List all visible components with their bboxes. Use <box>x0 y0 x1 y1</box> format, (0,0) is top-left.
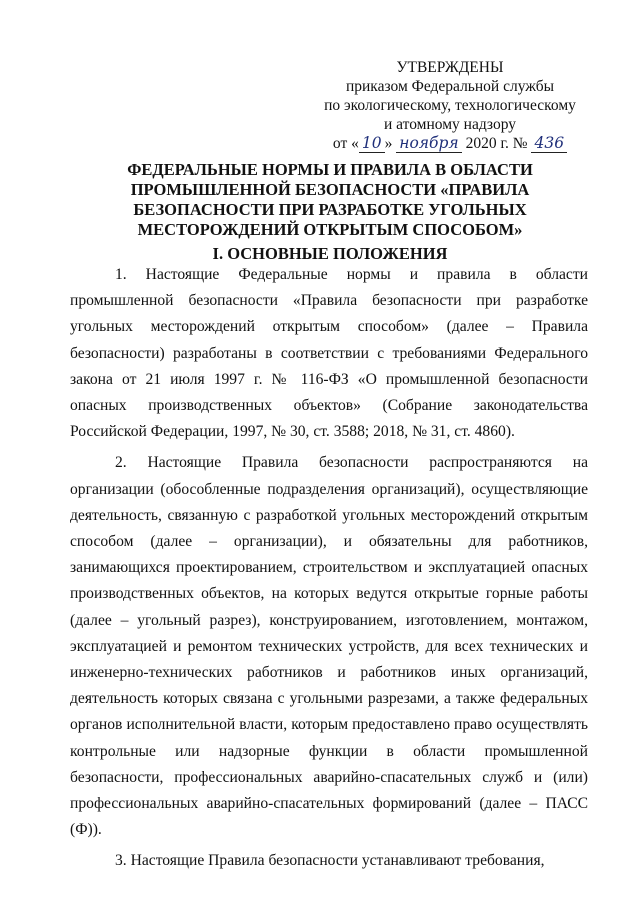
year-text: 2020 г. № <box>465 135 528 152</box>
date-mid: » <box>384 135 393 152</box>
paragraph-3: 3. Настоящие Правила безопасности устанавливают требования, <box>115 852 545 870</box>
document-title: ФЕДЕРАЛЬНЫЕ НОРМЫ И ПРАВИЛА В ОБЛАСТИ ПРОМЫШЛЕННОЙ БЕЗОПАСНОСТИ «ПРАВИЛА БЕЗОПАСНОСТИ ПРИ РАЗРАБОТКЕ УГОЛЬНЫХ МЕСТОРОЖДЕНИЙ ОТКРЫТЫМ СПОСОБОМ» <box>127 160 533 239</box>
approval-date-line <box>300 134 600 153</box>
approval-line-2: по экологическому, технологическому <box>324 97 576 114</box>
document-body <box>70 262 588 880</box>
handwritten-order-number: 436 <box>531 134 567 153</box>
handwritten-month: ноября <box>396 134 461 153</box>
approval-block <box>300 58 600 153</box>
approved-label: УТВЕРЖДЕНЫ <box>396 59 504 76</box>
approval-line-1: приказом Федеральной службы <box>345 78 555 95</box>
section-heading: I. ОСНОВНЫЕ ПОЛОЖЕНИЯ <box>212 244 448 263</box>
handwritten-day: 10 <box>359 134 385 153</box>
approval-line-3: и атомному надзору <box>384 116 516 133</box>
paragraph-2: 2. Настоящие Правила безопасности распространяются на организации (обособленные подразделения организаций), осуществляющие деятельность, связанную с разработкой угольных месторождений открытым способом (далее – организации), и обязательны для работников, занимающихся проектированием, строительством и эксплуатацией опасных производственных объектов, на которых ведутся открытые горные работы (далее – угольный разрез), конструированием, изготовлением, монтажом, эксплуатацией и ремонтом технических устройств, для всех технических и инженерно-технических работников и работников иных организаций, деятельность которых связана с угольными разрезами, а также федеральных органов исполнительной власти, которым предоставлено право осуществлять контрольные или надзорные функции в области промышленной безопасности, профессиональных аварийно-спасательных служб и (или) профессиональных аварийно-спасательных формирований (далее – ПАСС (Ф)). <box>70 454 588 839</box>
date-prefix: от « <box>332 135 359 152</box>
paragraph-1: 1. Настоящие Федеральные нормы и правила в области промышленной безопасности «Правила безопасности при разработке угольных месторождений открытым способом» (далее – Правила безопасности) разработаны в соответствии с требованиями Федерального закона от 21 июля 1997 г. № 116-ФЗ «О промышленной безопасности опасных производственных объектов» (Собрание законодательства Российской Федерации, 1997, № 30, ст. 3588; 2018, № 31, ст. 4860). <box>70 266 588 441</box>
